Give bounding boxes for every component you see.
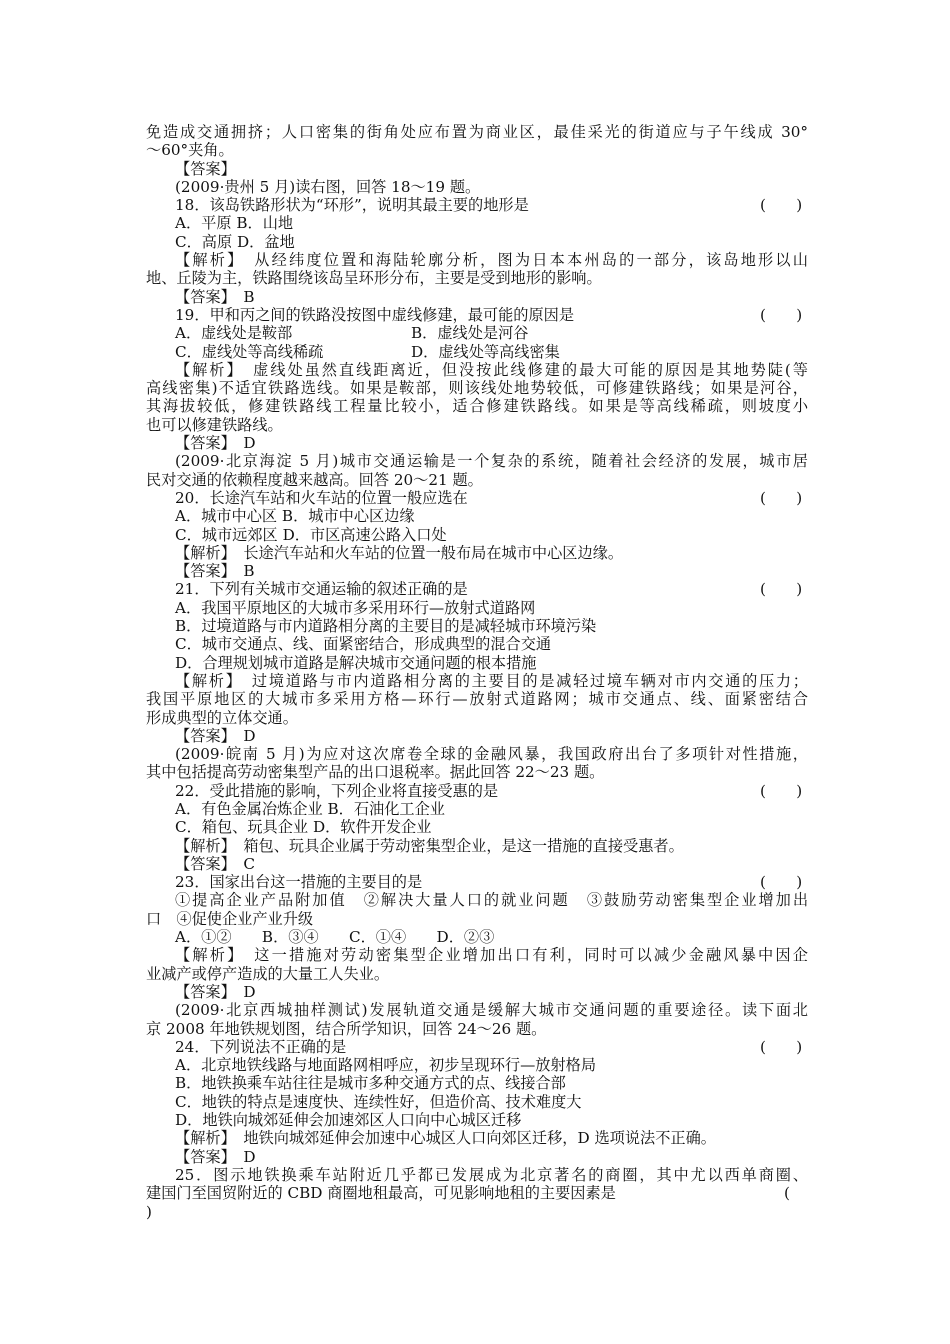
text-line: B．地铁换乘车站往往是城市多种交通方式的点、线接合部 <box>175 1074 566 1093</box>
option-line <box>146 324 808 342</box>
text-line: 25．图示地铁换乘车站附近几乎都已发展成为北京著名的商圈，其中尤以西单商圈、 <box>175 1165 808 1184</box>
text-line: (2009·皖南 5 月)为应对这次席卷全球的金融风暴，我国政府出台了多项针对性措施， <box>175 745 808 764</box>
answer-blank: ( ) <box>760 1037 803 1056</box>
text-line: 【答案】 B <box>175 562 255 581</box>
text-line: 其中包括提高劳动密集型产品的出口退税率。据此回答 22～23 题。 <box>146 763 605 782</box>
question-line <box>146 196 808 214</box>
text-line: 口 ④促使企业产业升级 <box>146 909 314 928</box>
text-line: 我国平原地区的大城市多采用方格—环行—放射式道路网；城市交通点、线、面紧密结合 <box>146 690 808 709</box>
option-a: A．虚线处是鞍部 <box>175 324 293 343</box>
answer-blank: ( ) <box>760 488 803 507</box>
document-body <box>146 123 808 1221</box>
text-line: 【解析】 虚线处虽然直线距离近，但没按此线修建的最大可能的原因是其地势陡(等 <box>175 360 808 379</box>
text-line: 【答案】 B <box>175 287 255 306</box>
text-line: 【答案】 D <box>175 434 256 453</box>
text-line: 【解析】 从经纬度位置和海陆轮廓分析，图为日本本州岛的一部分，该岛地形以山 <box>175 251 808 270</box>
answer-blank: ( ) <box>760 196 803 215</box>
question-text: 18．该岛铁路形状为“环形”，说明其最主要的地形是 <box>175 196 529 215</box>
text-line: 【答案】 D <box>175 982 256 1001</box>
question-line <box>146 580 808 598</box>
text-line: 【答案】 C <box>175 854 255 873</box>
text-line: 其海拔较低，修建铁路线工程量比较小，适合修建铁路线。如果是等高线稀疏，则坡度小 <box>146 397 808 416</box>
text-line: 【解析】 这一措施对劳动密集型企业增加出口有利，同时可以减少金融风暴中因企 <box>175 946 808 965</box>
text-line: A．有色金属冶炼企业 B．石油化工企业 <box>175 799 445 818</box>
text-line: 也可以修建铁路线。 <box>146 415 283 434</box>
text-line: (2009·北京西城抽样测试)发展轨道交通是缓解大城市交通问题的重要途径。读下面北 <box>175 1001 808 1020</box>
text-line: D．地铁向城郊延伸会加速郊区人口向中心城区迁移 <box>175 1111 522 1130</box>
option-b: D．虚线处等高线密集 <box>411 342 560 361</box>
text-line: 【答案】 D <box>175 1147 256 1166</box>
text-line: 【答案】 <box>175 159 236 178</box>
text-line: 【答案】 D <box>175 726 256 745</box>
question-line <box>146 782 808 800</box>
question-text: 建国门至国贸附近的 CBD 商圈地租最高，可见影响地租的主要因素是 <box>146 1184 616 1203</box>
text-line: B．过境道路与市内道路相分离的主要目的是减轻城市环境污染 <box>175 617 597 636</box>
answer-blank: ( ) <box>760 781 803 800</box>
option-line <box>146 343 808 361</box>
text-line: C．城市远郊区 D．市区高速公路入口处 <box>175 525 447 544</box>
text-line: 业减产或停产造成的大量工人失业。 <box>146 964 389 983</box>
text-line: 高线密集)不适宜铁路选线。如果是鞍部，则该线处地势较低，可修建铁路线；如果是河谷， <box>146 379 808 398</box>
text-line: A．①② B．③④ C．①④ D．②③ <box>175 928 495 947</box>
question-line <box>146 306 808 324</box>
answer-blank: ( <box>784 1184 790 1203</box>
text-line: ) <box>146 1202 152 1221</box>
text-line: 民对交通的依赖程度越来越高。回答 20～21 题。 <box>146 470 483 489</box>
text-line: 京 2008 年地铁规划图，结合所学知识，回答 24～26 题。 <box>146 1019 547 1038</box>
text-line: C．城市交通点、线、面紧密结合，形成典型的混合交通 <box>175 635 552 654</box>
text-line: 形成典型的立体交通。 <box>146 708 298 727</box>
text-line: 【解析】 长途汽车站和火车站的位置一般布局在城市中心区边缘。 <box>175 543 624 562</box>
question-line <box>146 489 808 507</box>
question-text: 20．长途汽车站和火车站的位置一般应选在 <box>175 488 468 507</box>
question-line <box>146 1038 808 1056</box>
text-line: 【解析】 箱包、玩具企业属于劳动密集型企业，是这一措施的直接受惠者。 <box>175 836 684 855</box>
question-text: 23．国家出台这一措施的主要目的是 <box>175 873 423 892</box>
text-line: D．合理规划城市道路是解决城市交通问题的根本措施 <box>175 653 537 672</box>
text-line: A．北京地铁线路与地面路网相呼应，初步呈现环行—放射格局 <box>175 1056 597 1075</box>
answer-blank: ( ) <box>760 305 803 324</box>
text-line: C．箱包、玩具企业 D．软件开发企业 <box>175 818 432 837</box>
question-line <box>146 1184 808 1202</box>
answer-blank: ( ) <box>760 580 803 599</box>
option-b: B．虚线处是河谷 <box>411 324 529 343</box>
answer-blank: ( ) <box>760 873 803 892</box>
text-line: C．高原 D．盆地 <box>175 232 295 251</box>
text-line: C．地铁的特点是速度快、连续性好，但造价高、技术难度大 <box>175 1092 582 1111</box>
question-line <box>146 873 808 891</box>
question-text: 19．甲和丙之间的铁路没按图中虚线修建，最可能的原因是 <box>175 305 575 324</box>
text-line: 【解析】 地铁向城郊延伸会加速中心城区人口向郊区迁移，D 选项说法不正确。 <box>175 1129 716 1148</box>
text-line: ①提高企业产品附加值 ②解决大量人口的就业问题 ③鼓励劳动密集型企业增加出 <box>175 891 808 910</box>
text-line: ～60°夹角。 <box>146 141 234 160</box>
text-line: (2009·贵州 5 月)读右图，回答 18～19 题。 <box>175 177 481 196</box>
question-text: 22．受此措施的影响，下列企业将直接受惠的是 <box>175 781 499 800</box>
question-text: 21．下列有关城市交通运输的叙述正确的是 <box>175 580 468 599</box>
text-line: 地、丘陵为主，铁路围绕该岛呈环形分布，主要是受到地形的影响。 <box>146 269 602 288</box>
text-line: (2009·北京海淀 5 月)城市交通运输是一个复杂的系统，随着社会经济的发展，城市居 <box>175 452 808 471</box>
text-line: A．平原 B．山地 <box>175 214 294 233</box>
text-line: 免造成交通拥挤；人口密集的街角处应布置为商业区，最佳采光的街道应与子午线成 30° <box>146 123 808 141</box>
text-line: A．城市中心区 B．城市中心区边缘 <box>175 507 415 526</box>
question-text: 24．下列说法不正确的是 <box>175 1037 347 1056</box>
text-line: A．我国平原地区的大城市多采用环行—放射式道路网 <box>175 598 536 617</box>
text-line: 【解析】 过境道路与市内道路相分离的主要目的是减轻过境车辆对市内交通的压力； <box>175 671 808 690</box>
option-a: C．虚线处等高线稀疏 <box>175 342 324 361</box>
